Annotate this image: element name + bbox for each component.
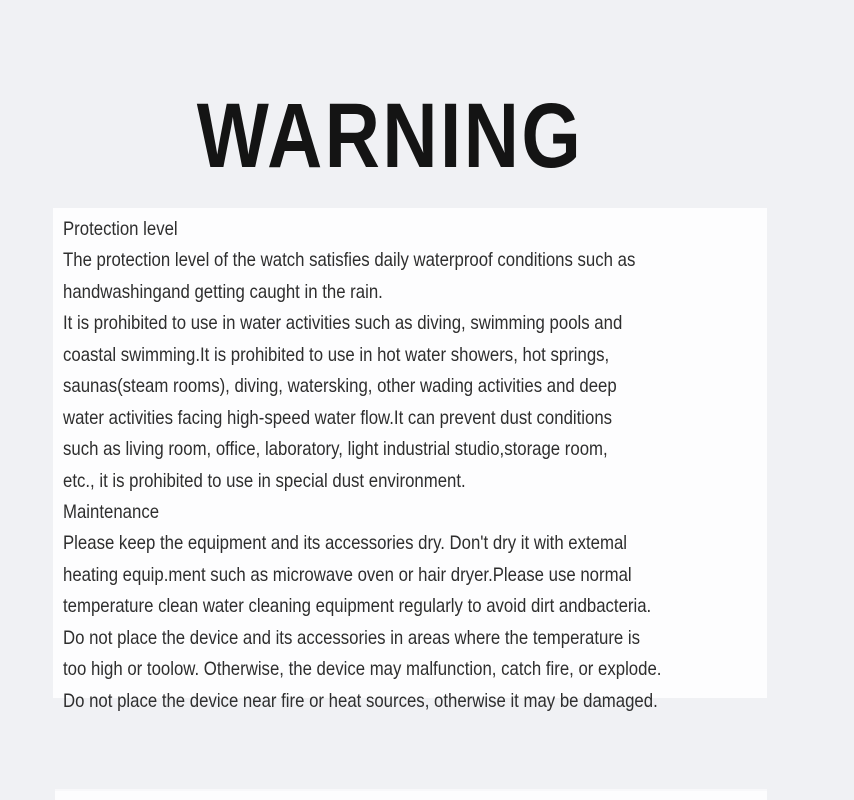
- warning-title: WARNING: [196, 85, 584, 187]
- protection-level-heading: Protection level: [63, 218, 178, 240]
- text-line: It is prohibited to use in water activities such as diving, swimming pools and: [63, 312, 623, 335]
- text-line: such as living room, office, laboratory, light industrial studio,storage room,: [63, 438, 608, 461]
- notice-text-block: [63, 214, 854, 717]
- text-line: Do not place the device and its accessories in areas where the temperature is: [63, 626, 641, 649]
- text-line: too high or toolow. Otherwise, the device may malfunction, catch fire, or explode.: [63, 658, 662, 681]
- text-line: saunas(steam rooms), diving, watersking, other wading activities and deep: [63, 375, 617, 398]
- text-line: heating equip.ment such as microwave oven or hair dryer.Please use normal: [63, 563, 632, 586]
- notice-card: [53, 208, 767, 712]
- text-line: coastal swimming.It is prohibited to use in hot water showers, hot springs,: [63, 343, 610, 366]
- text-line: The protection level of the watch satisfies daily waterproof conditions such as: [63, 249, 636, 272]
- text-line: temperature clean water cleaning equipment regularly to avoid dirt andbacteria.: [63, 595, 652, 618]
- text-line: etc., it is prohibited to use in special dust environment.: [63, 469, 466, 492]
- next-section-card-edge: [55, 791, 767, 800]
- text-line: Please keep the equipment and its accessories dry. Don't dry it with extemal: [63, 532, 628, 555]
- text-line: handwashingand getting caught in the rain.: [63, 280, 383, 303]
- maintenance-heading: Maintenance: [63, 500, 160, 523]
- clipped-text-line: Do not place the device near fire or heat sources, otherwise it may be damaged.: [63, 689, 658, 712]
- text-line: water activities facing high-speed water flow.It can prevent dust conditions: [63, 406, 613, 429]
